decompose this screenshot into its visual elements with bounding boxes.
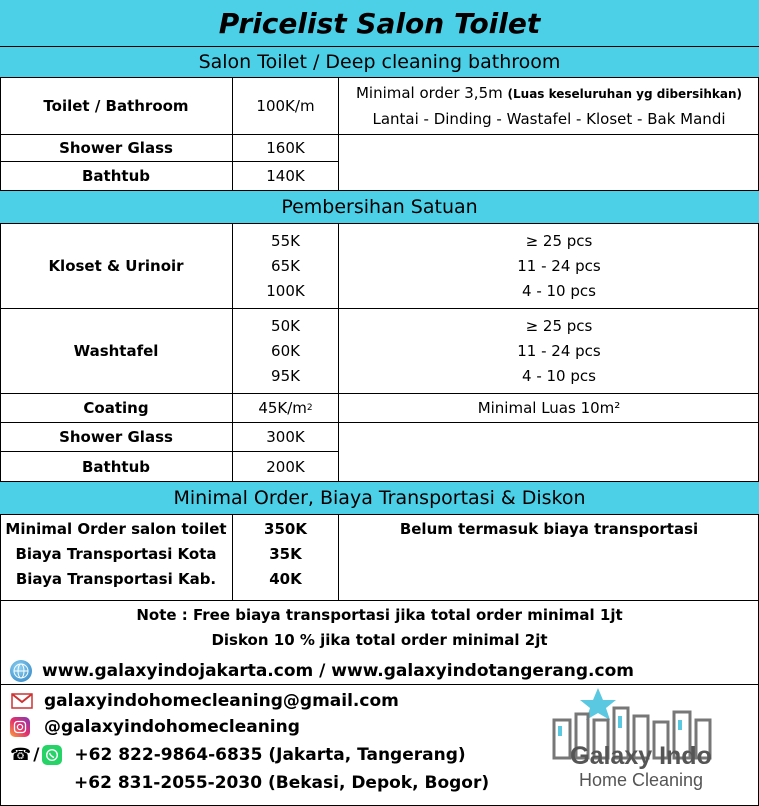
contact-web-text: www.galaxyindojakarta.com / www.galaxyindotangerang.com [42, 661, 634, 681]
service-price: 100K/m [233, 78, 339, 134]
cost-value: 35K [269, 545, 302, 563]
note-line2: Lantai - Dinding - Wastafel - Kloset - Bak Mandi [372, 109, 726, 128]
qty-tier: ≥ 25 pcs [525, 231, 593, 250]
price-tier: 60K [271, 341, 300, 360]
price-tier: 50K [271, 316, 300, 335]
service-note: Minimal Luas 10m² [477, 399, 621, 417]
contact-phone-1-text: +62 822-9864-6835 (Jakarta, Tangerang) [74, 745, 466, 765]
service-price: 200K [233, 452, 339, 481]
logo-subtitle: Home Cleaning [578, 770, 704, 790]
section-header-pembersihan-satuan [0, 190, 759, 224]
cost-label: Minimal Order salon toilet [5, 520, 227, 538]
logo-title: Galaxy Indo [570, 742, 712, 770]
service-name: Coating [0, 394, 233, 422]
service-name: Washtafel [0, 309, 233, 393]
note-main: Minimal order 3,5m [355, 83, 503, 102]
price-tier: 55K [271, 231, 300, 250]
globe-icon [10, 660, 32, 682]
section-header-minimal-order [0, 481, 759, 515]
service-qty [339, 309, 759, 393]
service-name: Shower Glass [0, 423, 233, 451]
service-price: 300K [233, 423, 339, 451]
service-name: Bathtub [0, 162, 233, 190]
contact-email[interactable] [10, 690, 399, 712]
service-qty [339, 224, 759, 308]
price-unit-sup: 2 [306, 403, 313, 413]
mail-icon [10, 690, 34, 712]
service-price: 160K [233, 135, 339, 161]
section-header-text: Minimal Order, Biaya Transportasi & Diskon [173, 487, 586, 509]
cost-value: 350K [264, 520, 307, 538]
cost-label: Biaya Transportasi Kab. [15, 570, 217, 588]
table-row [0, 452, 339, 481]
price-tier: 65K [271, 256, 300, 275]
table-row [0, 309, 759, 394]
table-group [0, 423, 759, 481]
cost-labels [0, 515, 233, 601]
page-title-text: Pricelist Salon Toilet [218, 6, 541, 40]
cost-note: Belum termasuk biaya transportasi [399, 520, 699, 538]
section-header-salon-toilet [0, 47, 759, 78]
minimal-order-block [0, 515, 759, 601]
service-name: Kloset & Urinoir [0, 224, 233, 308]
icon-separator: / [33, 745, 40, 765]
service-price: 140K [233, 162, 339, 190]
contact-email-text: galaxyindohomecleaning@gmail.com [44, 691, 399, 711]
qty-tier: 11 - 24 pcs [517, 256, 601, 275]
section-header-text: Pembersihan Satuan [281, 196, 478, 218]
contact-instagram-text: @galaxyindohomecleaning [44, 717, 300, 737]
cost-value: 40K [269, 570, 302, 588]
contact-phone-2[interactable] [74, 773, 489, 793]
qty-tier: 11 - 24 pcs [517, 341, 601, 360]
contact-web[interactable] [10, 660, 634, 682]
qty-tier: 4 - 10 pcs [522, 281, 596, 300]
whatsapp-icon [42, 745, 62, 765]
service-name: Shower Glass [0, 135, 233, 161]
phone-icon: ☎ [10, 745, 32, 765]
table-row [0, 162, 339, 190]
table-row [0, 224, 759, 309]
contact-instagram[interactable] [10, 717, 300, 737]
table-row [0, 423, 339, 452]
cost-label: Biaya Transportasi Kota [15, 545, 217, 563]
price-tier: 95K [271, 366, 300, 385]
service-name: Bathtub [0, 452, 233, 481]
cost-values [233, 515, 339, 601]
galaxy-indo-logo [536, 686, 746, 798]
qty-tier: 4 - 10 pcs [522, 366, 596, 385]
service-note [339, 78, 759, 134]
note-small: (Luas keseluruhan yg dibersihkan) [507, 86, 743, 101]
service-price: 45K/m 2 [233, 394, 339, 422]
table-row [0, 78, 759, 135]
service-name: Toilet / Bathroom [0, 78, 233, 134]
note-line: Note : Free biaya transportasi jika total order minimal 1jt [136, 606, 623, 624]
service-prices [233, 309, 339, 393]
table-row [0, 394, 759, 423]
section-header-text: Salon Toilet / Deep cleaning bathroom [198, 51, 561, 73]
contact-phone-1[interactable] [10, 745, 466, 765]
page-title [0, 0, 759, 47]
qty-tier: ≥ 25 pcs [525, 316, 593, 335]
price-tier: 100K [266, 281, 305, 300]
table-group [0, 135, 759, 190]
contact-phone-2-text: +62 831-2055-2030 (Bekasi, Depok, Bogor) [74, 773, 490, 793]
note-line: Diskon 10 % jika total order minimal 2jt [211, 631, 548, 649]
instagram-icon [10, 717, 30, 737]
table-row [0, 135, 339, 162]
service-prices [233, 224, 339, 308]
